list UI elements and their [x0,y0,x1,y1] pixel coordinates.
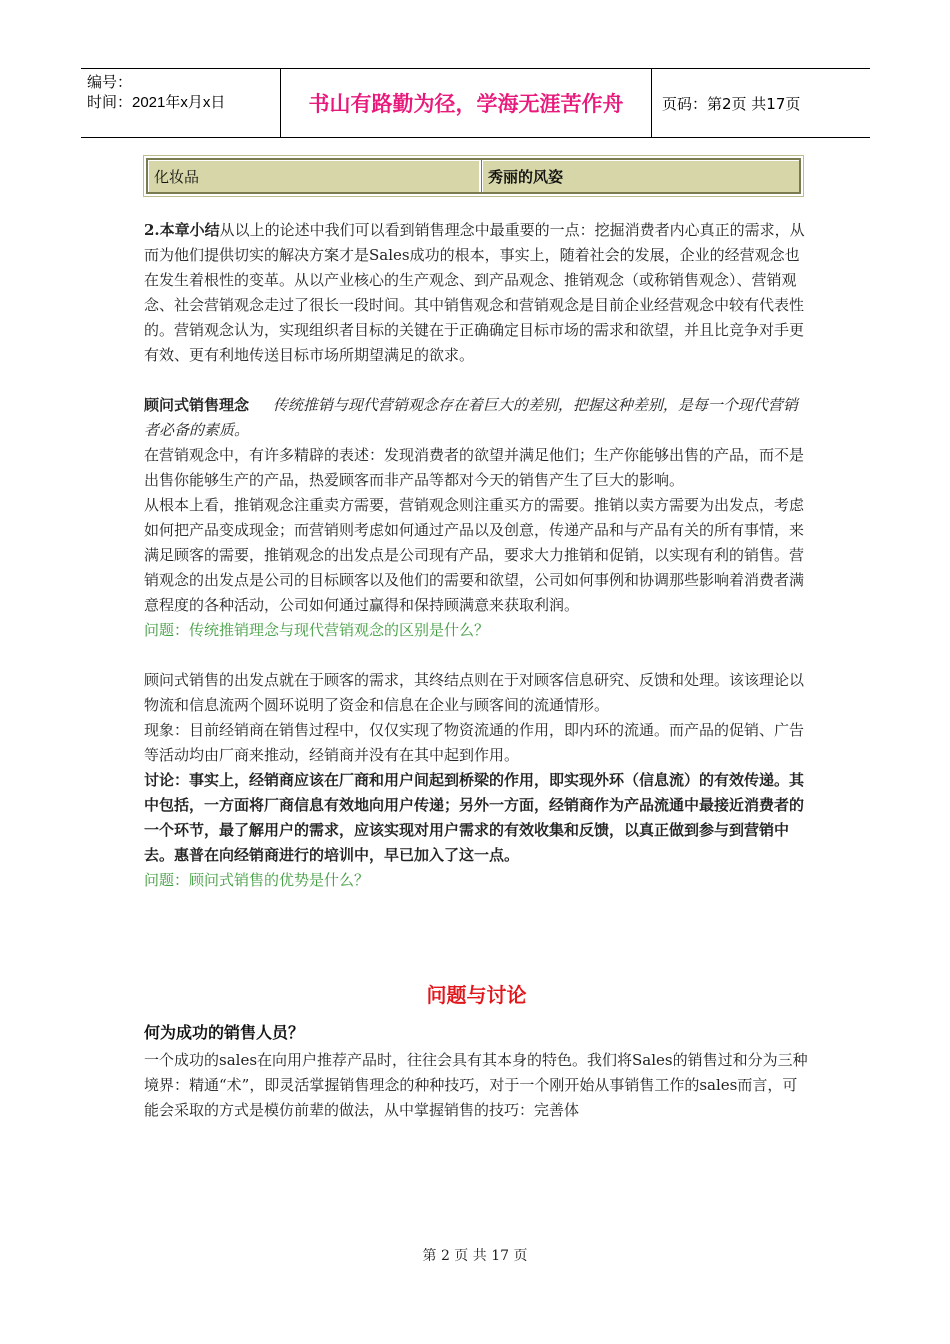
table-cell-right: 秀丽的风姿 [482,160,799,192]
consult-intro-paragraph [144,393,809,443]
section-subtitle: 何为成功的销售人员？ [144,1023,305,1042]
section-title: 问题与讨论 [426,983,527,1007]
question-1: 问题：传统推销理念与现代营销观念的区别是什么？ [144,621,490,639]
consult-paragraph-2: 从根本上看，推销观念注重卖方需要，营销观念则注重买方的需要。推销以卖方需要为出发点，考虑如何把产品变成现金；而营销则考虑如何通过产品以及创意，传递产品和与产品有关的所有事情，来满足顾客的需要，推销观念的出发点是公司现有产品，要求大力推销和促销，以实现有利的销售。营销观念的出发点是公司的目标顾客以及他们的需要和欲望，公司如何事例和协调那些影响着消费者满意程度的各种活动，公司如何通过赢得和保持顾满意来获取利润。 [144,496,805,614]
consult-paragraph-1: 在营销观念中，有许多精辟的表述：发现消费者的欲望并满足他们；生产你能够出售的产品，而不是出售你能够生产的产品，热爱顾客而非产品等都对今天的销售产生了巨大的影响。 [144,446,805,489]
consult-paragraph-3: 顾问式销售的出发点就在于顾客的需求，其终结点则在于对顾客信息研究、反馈和处理。该该理论以物流和信息流两个圆环说明了资金和信息在企业与顾客间的流通情形。 [144,671,805,714]
header-meta [81,69,281,137]
header-page-label: 页码：第2页 共17页 [662,94,801,113]
page-footer: 第 2 页 共 17 页 [422,1248,528,1264]
header-motto: 书山有路勤为径，学海无涯苦作舟 [281,69,652,137]
discussion-paragraph: 讨论：事实上，经销商应该在厂商和用户间起到桥梁的作用，即实现外环（信息流）的有效传递。其中包括，一方面将厂商信息有效地向用户传递；另外一方面，经销商作为产品流通中最接近消费者的一个环节，最了解用户的需求，应该实现对用户需求的有效收集和反馈，以真正做到参与到营销中去。惠普在向经销商进行的培训中，早已加入了这一点。 [144,771,805,864]
summary-text: 从以上的论述中我们可以看到销售理念中最重要的一点：挖掘消费者内心真正的需求，从而为他们提供切实的解决方案才是Sales成功的根本，事实上，随着社会的发展，企业的经营观念也在发生着根性的变革。从以产业核心的生产观念、到产品观念、推销观念（或称销售观念）、营销观念、社会营销观念走过了很长一段时间。其中销售观念和营销观念是目前企业经营观念中较有代表性的。营销观念认为，实现组织者目标的关键在于正确确定目标市场的需求和欲望，并且比竞争对手更有效、更有利地传送目标市场所期望满足的欲求。 [144,221,805,364]
page-header [81,68,870,138]
section-paragraph: 一个成功的sales在向用户推荐产品时，往往会具有其本身的特色。我们将Sales的销售过和分为三种境界：精通“术”，即灵活掌握销售理念的种种技巧，对于一个刚开始从事销售工作的sales而言，可能会采取的方式是模仿前辈的做法，从中掌握销售的技巧：完善体 [144,1051,808,1119]
table-cell-left: 化妆品 [148,160,482,192]
time-label: 时间：2021年x月x日 [87,94,226,111]
summary-paragraph [144,218,809,368]
document-body [144,218,809,1123]
consult-paragraph-4: 现象：目前经销商在销售过程中，仅仅实现了物资流通的作用，即内环的流通。而产品的促销、广告等活动均由厂商来推动，经销商并没有在其中起到作用。 [144,721,805,764]
number-label: 编号： [87,74,133,91]
consult-intro: 传统推销与现代营销观念存在着巨大的差别，把握这种差别，是每一个现代营销者必备的素质。 [144,396,798,439]
question-2: 问题：顾问式销售的优势是什么？ [144,871,370,889]
consult-label: 顾问式销售理念 [144,396,250,414]
table-row [146,158,801,194]
summary-label: 2.本章小结 [144,221,220,239]
